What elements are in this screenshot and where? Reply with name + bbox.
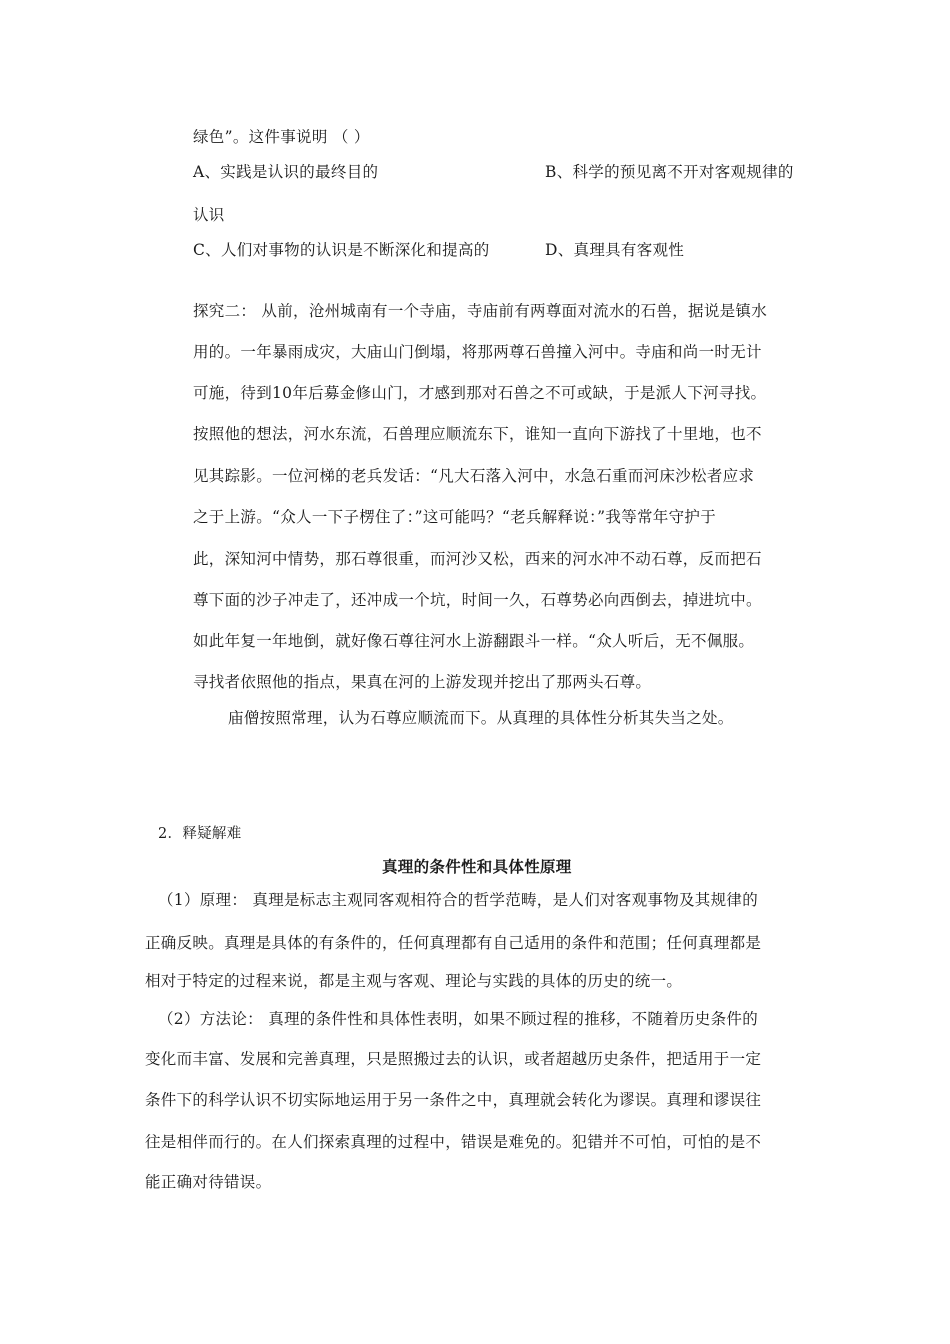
explore2-line: 按照他的想法，河水东流，石兽理应顺流东下，谁知一直向下游找了十里地，也不 (193, 425, 762, 443)
explore2-line: 之于上游。“众人一下子楞住了：”这可能吗？“老兵解释说：”我等常年守护于 (193, 508, 716, 526)
option-b: B、科学的预见离不开对客观规律的 (545, 163, 794, 181)
method-line: 变化而丰富、发展和完善真理，只是照搬过去的认识，或者超越历史条件，把适用于一定 (145, 1050, 762, 1068)
principle-line: （1）原理： 真理是标志主观同客观相符合的哲学范畴，是人们对客观事物及其规律的 (158, 891, 758, 909)
principle-line: 正确反映。真理是具体的有条件的，任何真理都有自己适用的条件和范围；任何真理都是 (145, 934, 762, 952)
option-c: C、人们对事物的认识是不断深化和提高的 (193, 241, 490, 259)
explore2-task: 庙僧按照常理，认为石尊应顺流而下。从真理的具体性分析其失当之处。 (228, 709, 734, 727)
explore2-line: 尊下面的沙子冲走了，还冲成一个坑，时间一久，石尊势必向西倒去，掉进坑中。 (193, 591, 762, 609)
explore2-line: 探究二： 从前，沧州城南有一个寺庙，寺庙前有两尊面对流水的石兽，据说是镇水 (193, 302, 768, 320)
explore2-line: 此，深知河中情势，那石尊很重，而河沙又松，西来的河水冲不动石尊，反而把石 (193, 550, 762, 568)
explore2-line: 寻找者依照他的指点，果真在河的上游发现并挖出了那两头石尊。 (193, 673, 652, 691)
question-stem-tail: 绿色”。这件事说明 （ ） (193, 128, 370, 146)
explore2-line: 如此年复一年地倒，就好像石尊往河水上游翻跟斗一样。“众人听后，无不佩服。 (193, 632, 755, 650)
explore2-line: 用的。一年暴雨成灾，大庙山门倒塌，将那两尊石兽撞入河中。寺庙和尚一时无计 (193, 343, 762, 361)
method-line: 能正确对待错误。 (145, 1173, 272, 1191)
section-title: 真理的条件性和具体性原理 (382, 858, 572, 876)
explore2-line: 见其踪影。一位河梯的老兵发话：“凡大石落入河中，水急石重而河床沙松者应求 (193, 467, 755, 485)
section-heading: 2．释疑解难 (158, 826, 242, 842)
option-b-continuation: 认识 (193, 206, 225, 224)
explore2-line: 可施，待到10年后募金修山门，才感到那对石兽之不可或缺，于是派人下河寻找。 (193, 384, 767, 402)
method-line: 往是相伴而行的。在人们探索真理的过程中，错误是难免的。犯错并不可怕，可怕的是不 (145, 1133, 762, 1151)
option-a: A、实践是认识的最终目的 (193, 163, 379, 181)
principle-line: 相对于特定的过程来说，都是主观与客观、理论与实践的具体的历史的统一。 (145, 972, 683, 990)
option-d: D、真理具有客观性 (545, 241, 685, 259)
method-line: （2）方法论： 真理的条件性和具体性表明，如果不顾过程的推移，不随着历史条件的 (158, 1010, 758, 1028)
method-line: 条件下的科学认识不切实际地运用于另一条件之中，真理就会转化为谬误。真理和谬误往 (145, 1091, 762, 1109)
